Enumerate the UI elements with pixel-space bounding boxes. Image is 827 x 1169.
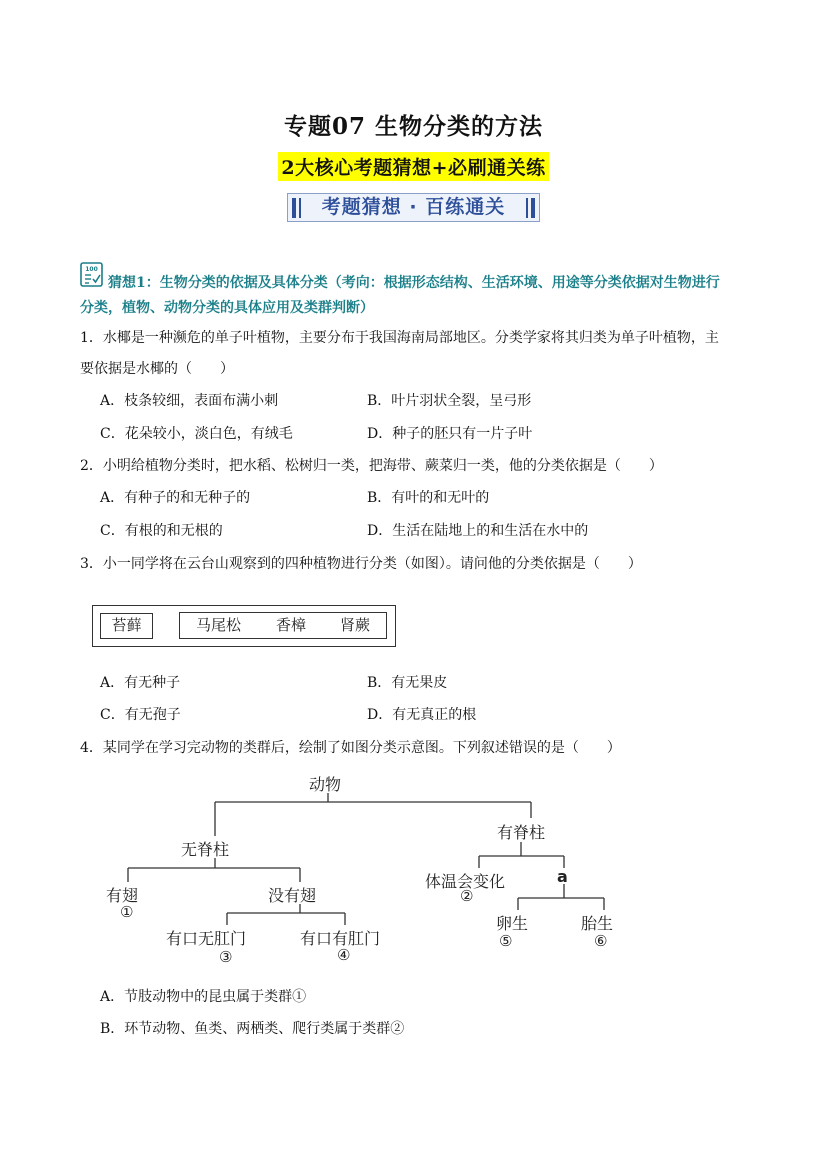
q2-option-c[interactable]: C．有根的和无根的 bbox=[100, 523, 223, 539]
tree-group-3: ③ bbox=[219, 948, 233, 966]
q3-option-b[interactable]: B．有无果皮 bbox=[367, 675, 448, 691]
tree-node-has-spine: 有脊柱 bbox=[497, 823, 546, 842]
figure-camphor-label: 香樟 bbox=[276, 616, 307, 634]
question-3-stem: 3．小一同学将在云台山观察到的四种植物进行分类（如图）。请问他的分类依据是（ ） bbox=[80, 556, 642, 572]
tree-node-no-wings: 没有翅 bbox=[268, 886, 317, 905]
q1-option-c[interactable]: C．花朵较小，淡白色，有绒毛 bbox=[100, 426, 293, 442]
tree-group-6: ⑥ bbox=[594, 932, 608, 950]
q4-option-b[interactable]: B．环节动物、鱼类、两栖类、爬行类属于类群② bbox=[100, 1021, 405, 1037]
figure-moss-label: 苔藓 bbox=[111, 616, 142, 634]
tree-group-4: ④ bbox=[337, 946, 351, 964]
tree-node-animals: 动物 bbox=[309, 775, 342, 794]
q1-option-d[interactable]: D．种子的胚只有一片子叶 bbox=[367, 426, 533, 442]
question-2-stem: 2．小明给植物分类时，把水稻、松树归一类，把海带、蕨菜归一类，他的分类依据是（ ） bbox=[80, 458, 663, 474]
tree-node-mouth-anus: 有口有肛门 bbox=[300, 929, 381, 948]
q2-option-a[interactable]: A．有种子的和无种子的 bbox=[100, 490, 251, 506]
q1-option-a[interactable]: A．枝条较细，表面布满小刺 bbox=[100, 393, 279, 409]
tree-group-2: ② bbox=[460, 887, 474, 905]
q3-option-d[interactable]: D．有无真正的根 bbox=[367, 707, 477, 723]
question-1-stem-cont: 要依据是水椰的（ ） bbox=[80, 361, 234, 377]
icon-label: 100 bbox=[85, 266, 98, 273]
tree-node-wings: 有翅 bbox=[106, 886, 139, 905]
tree-node-mouth-no-anus: 有口无肛门 bbox=[166, 929, 247, 948]
banner-label: 考题猜想 · 百练通关 bbox=[321, 196, 506, 218]
figure-pine-label: 马尾松 bbox=[196, 616, 242, 634]
tree-node-viviparous: 胎生 bbox=[581, 914, 614, 933]
document-title: 专题07 生物分类的方法 bbox=[283, 113, 543, 140]
highlighted-subtitle: 2大核心考题猜想+必刷通关练 bbox=[278, 152, 548, 181]
tree-node-a: a bbox=[557, 867, 568, 886]
tree-node-temp-change: 体温会变化 bbox=[425, 872, 506, 891]
figure-fern-label: 肾蕨 bbox=[340, 616, 371, 634]
q4-option-a[interactable]: A．节肢动物中的昆虫属于类群① bbox=[100, 989, 307, 1005]
q2-option-d[interactable]: D．生活在陆地上的和生活在水中的 bbox=[367, 523, 589, 539]
guess-heading-line-2: 分类，植物、动物分类的具体应用及类群判断） bbox=[80, 300, 374, 316]
question-4-stem: 4．某同学在学习完动物的类群后，绘制了如图分类示意图。下列叙述错误的是（ ） bbox=[80, 740, 621, 756]
q3-option-a[interactable]: A．有无种子 bbox=[100, 675, 181, 691]
tree-group-5: ⑤ bbox=[499, 932, 513, 950]
guess-heading-line-1: 猜想1：生物分类的依据及具体分类（考向：根据形态结构、生活环境、用途等分类依据对生物进行 bbox=[108, 275, 720, 291]
q3-option-c[interactable]: C．有无孢子 bbox=[100, 707, 181, 723]
tree-group-1: ① bbox=[120, 903, 134, 921]
q2-option-b[interactable]: B．有叶的和无叶的 bbox=[367, 490, 490, 506]
question-1-stem: 1．水椰是一种濒危的单子叶植物，主要分布于我国海南局部地区。分类学家将其归类为单子叶植物，主 bbox=[80, 330, 719, 346]
q1-option-b[interactable]: B．叶片羽状全裂，呈弓形 bbox=[367, 393, 532, 409]
tree-node-no-spine: 无脊柱 bbox=[181, 840, 230, 859]
tree-node-oviparous: 卵生 bbox=[496, 914, 529, 933]
